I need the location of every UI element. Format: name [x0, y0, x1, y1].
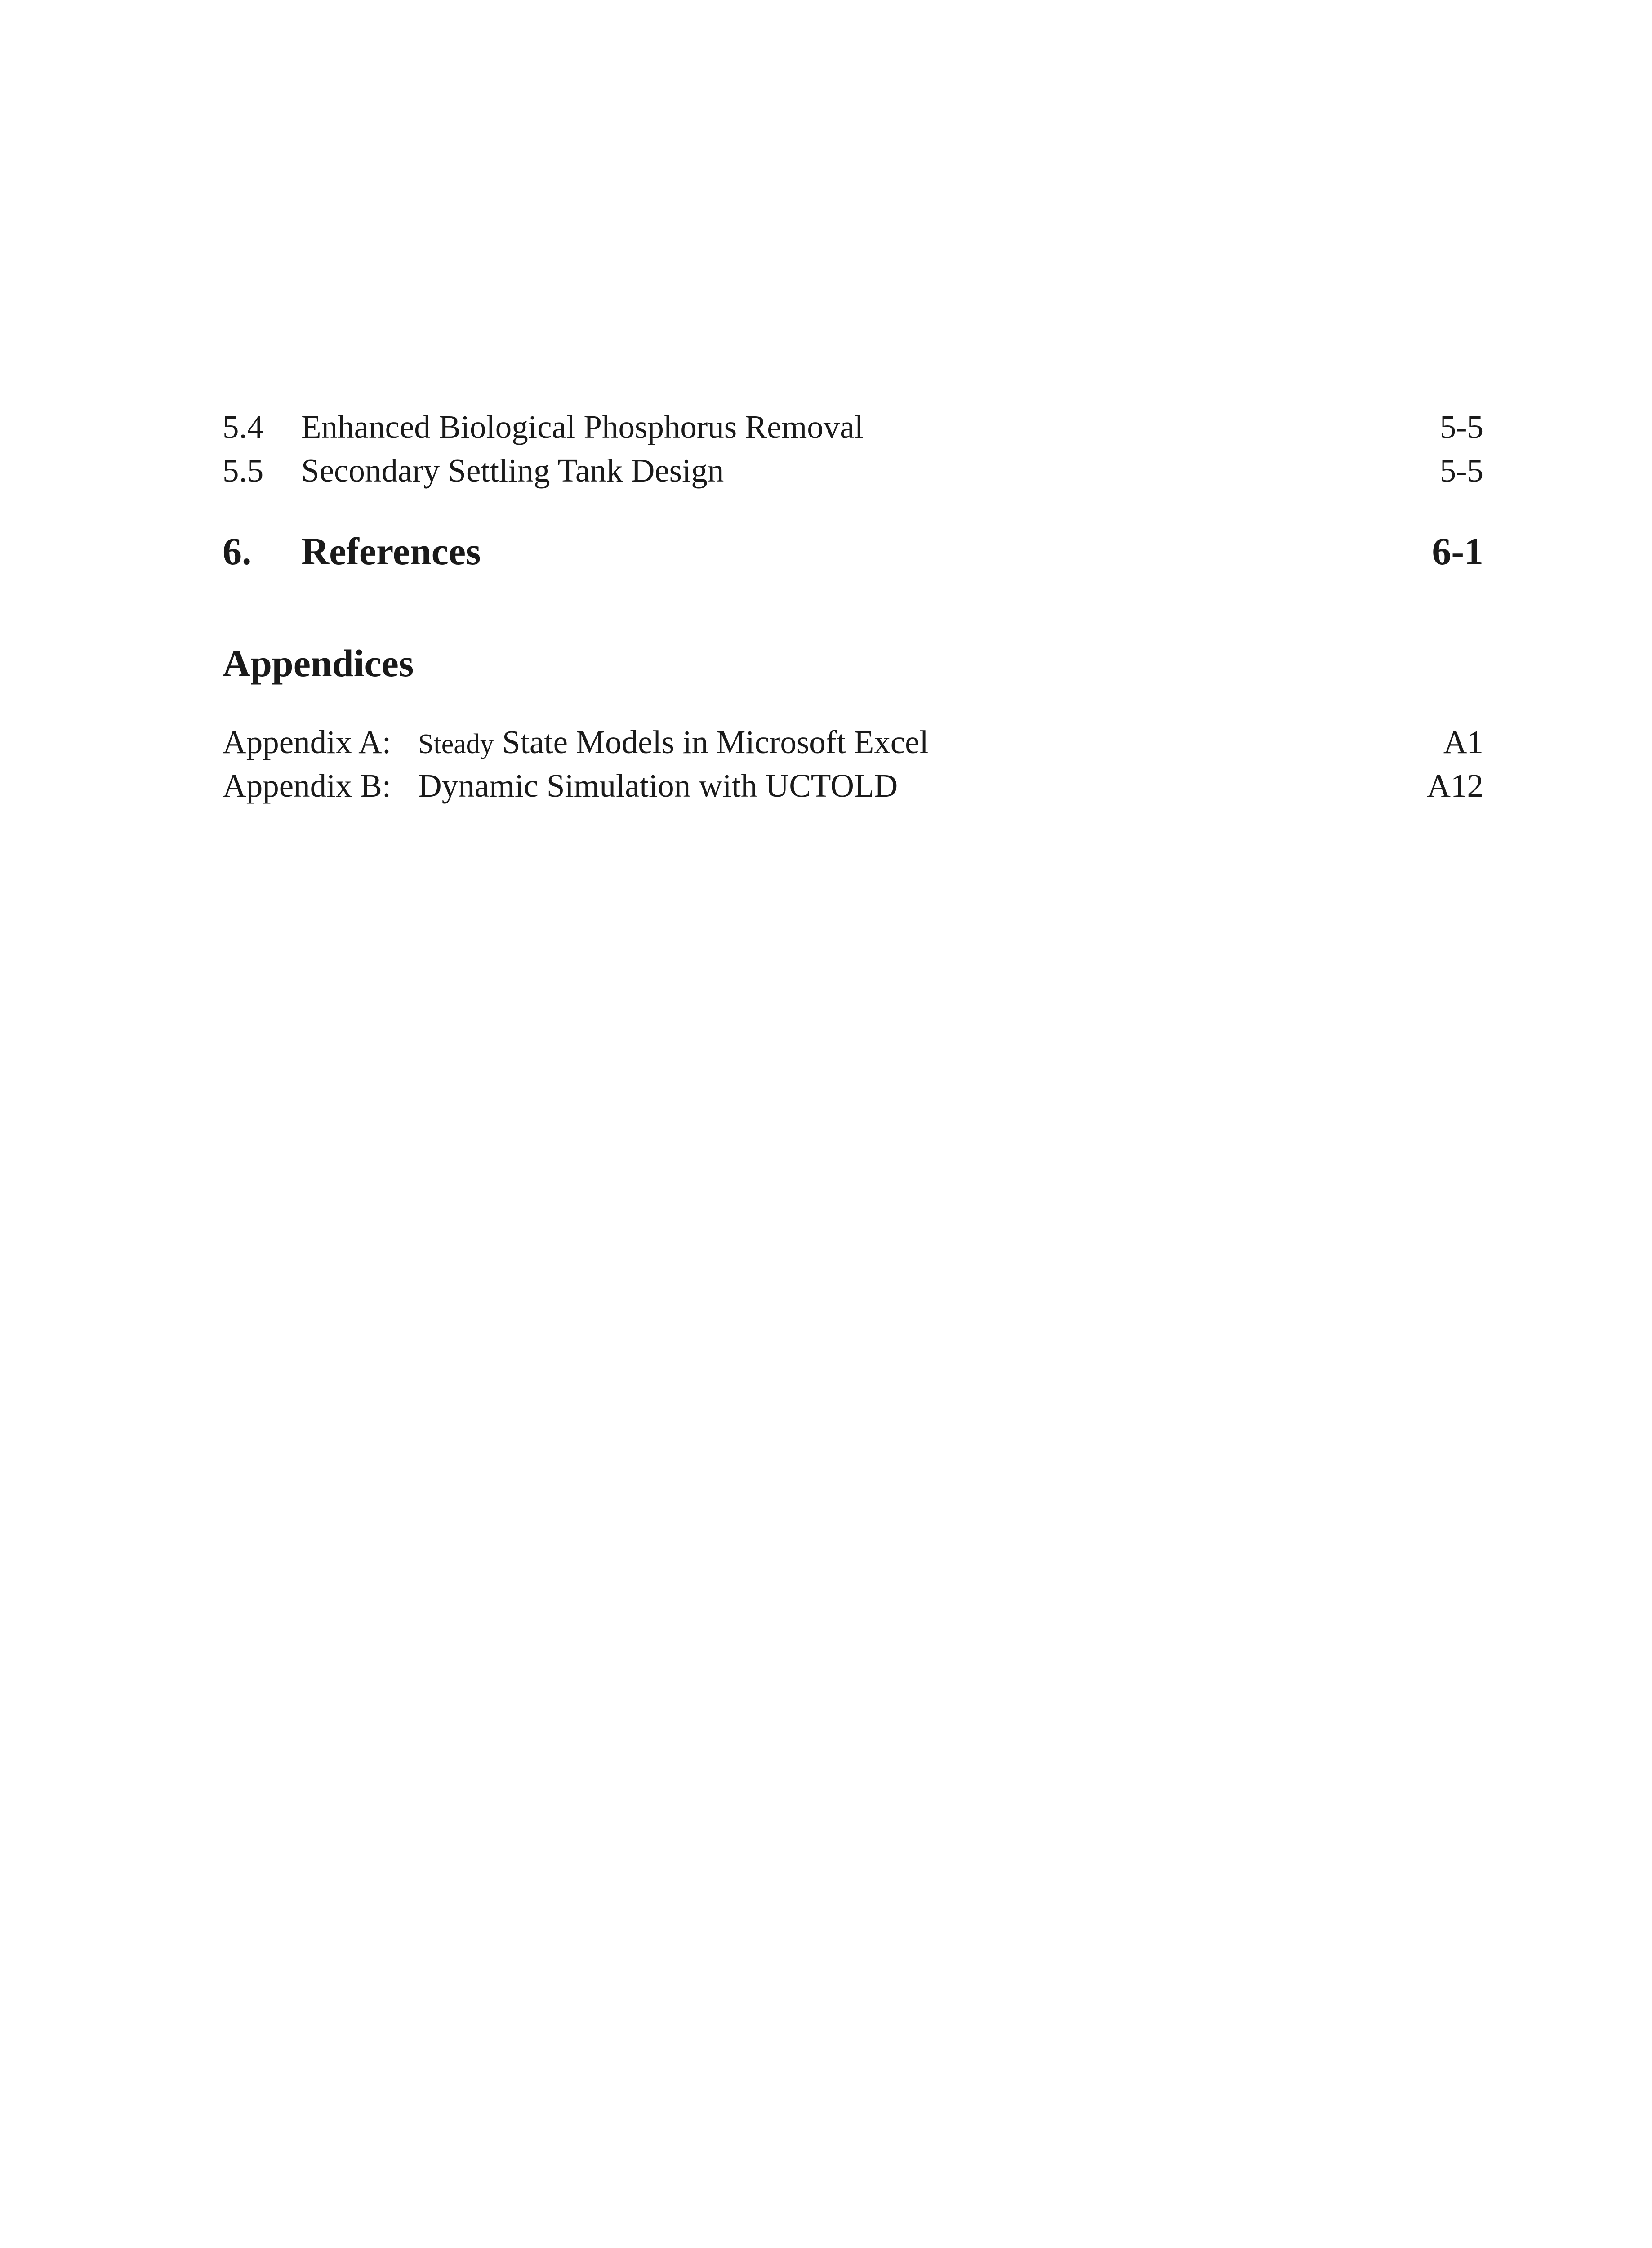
appendix-page: A12 [1427, 767, 1483, 804]
toc-chapter-6 [223, 529, 1483, 574]
appendix-title-first-word: Steady [418, 729, 494, 759]
section-title: Secondary Settling Tank Design [301, 452, 724, 489]
section-title: Enhanced Biological Phosphorus Removal [301, 409, 864, 445]
section-page: 5-5 [1439, 452, 1483, 489]
appendix-title-rest: State Models in Microsoft Excel [494, 724, 929, 760]
toc-entry-5-4 [223, 405, 1483, 450]
toc-appendix-b [223, 763, 1483, 808]
section-number: 5.5 [223, 452, 264, 489]
chapter-number: 6. [223, 530, 252, 573]
appendix-page: A1 [1443, 724, 1483, 760]
section-page: 5-5 [1439, 409, 1483, 445]
appendix-label: Appendix A: [223, 724, 392, 760]
chapter-page: 6-1 [1432, 530, 1483, 573]
appendix-title: Dynamic Simulation with UCTOLD [418, 767, 898, 804]
section-number: 5.4 [223, 409, 264, 445]
chapter-title: References [301, 530, 481, 573]
appendices-heading: Appendices [223, 642, 414, 685]
toc-entry-5-5 [223, 448, 1483, 493]
toc-appendix-a [223, 720, 1483, 765]
appendix-label: Appendix B: [223, 767, 392, 804]
appendix-title [418, 720, 929, 767]
